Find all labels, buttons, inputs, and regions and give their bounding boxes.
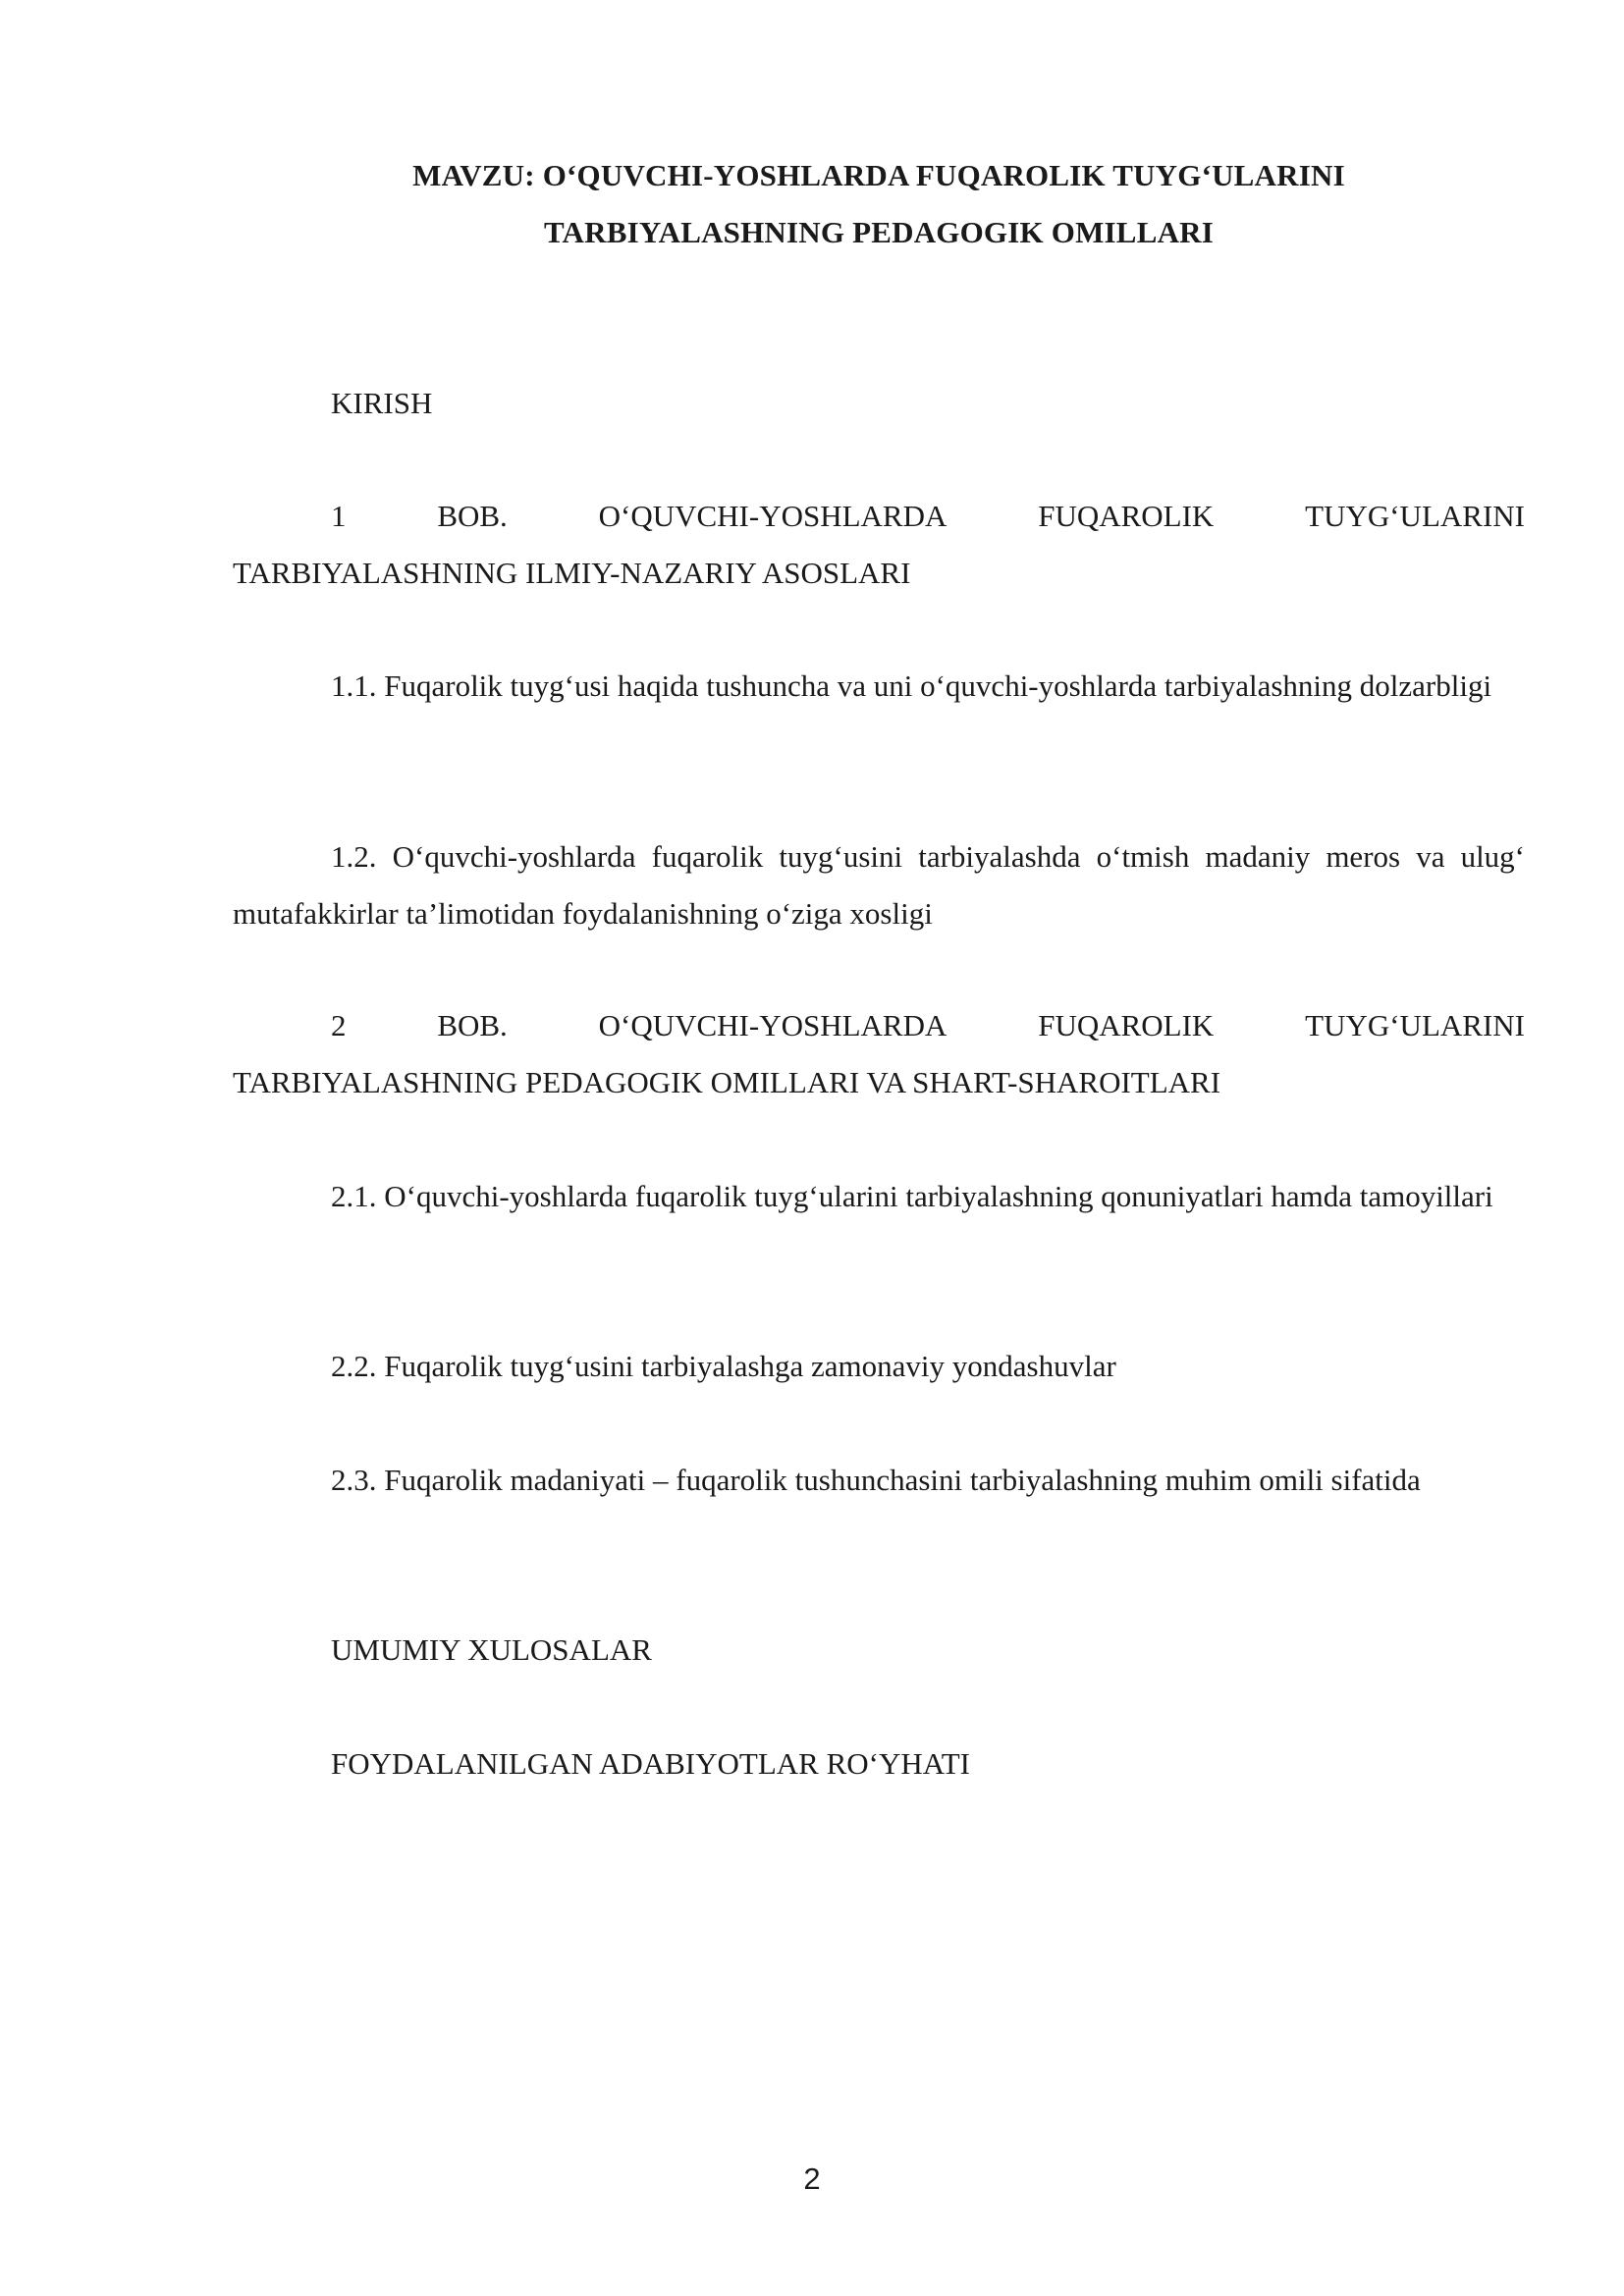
chapter-1-bob: BOB. — [437, 499, 508, 533]
toc-section-1-2: 1.2. O‘quvchi-yoshlarda fuqarolik tuyg‘usini tarbiyalashda o‘tmish madaniy meros va ulug‘ mutafakkirlar ta’limotidan foydalanishning o‘ziga xosligi — [233, 839, 1525, 931]
toc-section-2-3: 2.3. Fuqarolik madaniyati – fuqarolik tushunchasini tarbiyalashning muhim omili sifatida — [331, 1463, 1421, 1497]
title-line-1: MAVZU: O‘QUVCHI-YOSHLARDA FUQAROLIK TUYG‘ULARINI — [412, 158, 1345, 192]
chapter-2-number: 2 — [331, 1008, 347, 1042]
chapter-2-bob: BOB. — [437, 1008, 508, 1042]
chapter-1-word-3: O‘QUVCHI-YOSHLARDA — [598, 499, 947, 533]
document-title — [233, 147, 1525, 261]
title-line-2: TARBIYALASHNING PEDAGOGIK OMILLARI — [543, 215, 1215, 249]
toc-section-2-2: 2.2. Fuqarolik tuyg‘usini tarbiyalashga zamonaviy yondashuvlar — [331, 1349, 1116, 1383]
toc-intro: KIRISH — [331, 386, 433, 420]
chapter-1-word-5: TUYG‘ULARINI — [1305, 499, 1525, 533]
chapter-1-number: 1 — [331, 499, 347, 533]
toc-section-2-1: 2.1. O‘quvchi-yoshlarda fuqarolik tuyg‘ularini tarbiyalashning qonuniyatlari hamda tamoyillari — [331, 1179, 1493, 1213]
chapter-2-word-3: O‘QUVCHI-YOSHLARDA — [598, 1008, 947, 1042]
chapter-2-word-4: FUQAROLIK — [1038, 1008, 1215, 1042]
toc-chapter-1-tail: TARBIYALASHNING ILMIY-NAZARIY ASOSLARI — [233, 556, 911, 590]
toc-chapter-2-heading — [331, 997, 1525, 1054]
toc-references: FOYDALANILGAN ADABIYOTLAR RO‘YHATI — [331, 1746, 970, 1781]
toc-conclusions: UMUMIY XULOSALAR — [331, 1632, 652, 1667]
page-number: 2 — [803, 2162, 821, 2196]
chapter-1-word-4: FUQAROLIK — [1038, 499, 1215, 533]
chapter-2-word-5: TUYG‘ULARINI — [1305, 1008, 1525, 1042]
toc-chapter-1-heading — [331, 488, 1525, 545]
toc-section-1-1: 1.1. Fuqarolik tuyg‘usi haqida tushuncha va uni o‘quvchi-yoshlarda tarbiyalashning dolzarbligi — [331, 668, 1492, 703]
toc-chapter-2-tail: TARBIYALASHNING PEDAGOGIK OMILLARI VA SHART-SHAROITLARI — [233, 1065, 1221, 1099]
